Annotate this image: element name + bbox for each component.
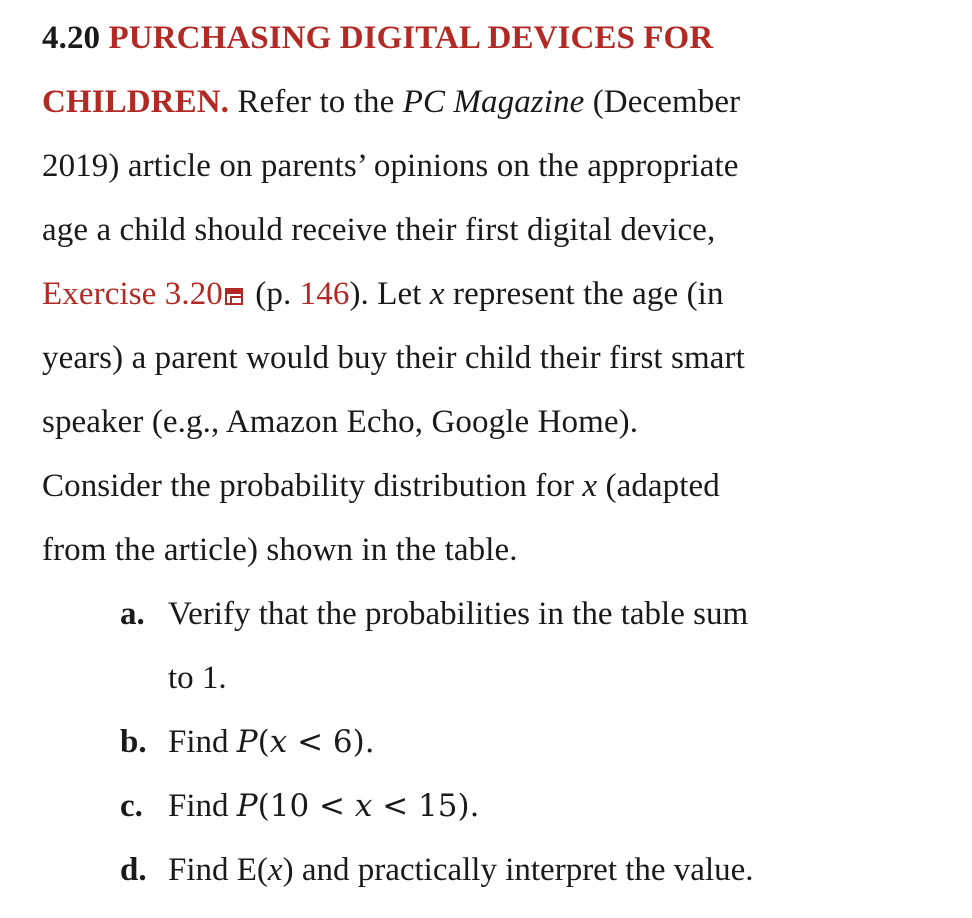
math-inequality: < 15). [372, 788, 480, 824]
part-a-label: a. [120, 596, 145, 632]
variable-x: x [267, 852, 283, 888]
math-P: P [236, 724, 258, 760]
math-x: x [269, 724, 288, 760]
variable-x: x [582, 468, 598, 504]
math-x: x [354, 788, 373, 824]
exercise-body-line-2 [42, 82, 740, 122]
part-d [120, 850, 754, 890]
part-d-text: Find E( [168, 852, 268, 888]
part-a-continuation: to 1. [168, 660, 227, 696]
math-paren: ( [257, 724, 270, 760]
exercise-body-line-5 [42, 274, 724, 314]
exercise-title-part-2: CHILDREN. [42, 84, 230, 120]
exercise-body-line-7: speaker (e.g., Amazon Echo, Google Home). [42, 404, 639, 440]
exercise-body-line-3: 2019) article on parents’ opinions on the appropriate [42, 148, 739, 184]
exercise-3-20-link[interactable]: Exercise 3.20 [42, 276, 223, 312]
part-d-text-end: ) and practically interpret the value. [282, 852, 754, 888]
body-text: Refer to the [229, 84, 403, 120]
body-text: represent the age (in [444, 276, 724, 312]
external-link-icon[interactable] [225, 288, 243, 305]
body-text: (adapted [597, 468, 720, 504]
part-c [120, 786, 479, 826]
part-c-text: Find [168, 788, 237, 824]
part-a-text: Verify that the probabilities in the table sum [168, 596, 749, 632]
part-b [120, 722, 375, 762]
part-a [120, 594, 748, 634]
body-text: (p. [246, 276, 300, 312]
exercise-body-line-9: from the article) shown in the table. [42, 532, 518, 568]
exercise-heading-line-1 [42, 18, 713, 58]
exercise-title-part-1: PURCHASING DIGITAL DEVICES FOR [108, 20, 714, 56]
exercise-body-line-6: years) a parent would buy their child their first smart [42, 340, 745, 376]
part-c-label: c. [120, 788, 143, 824]
variable-x: x [429, 276, 445, 312]
part-b-label: b. [120, 724, 147, 760]
page-146-link[interactable]: 146 [299, 276, 350, 312]
body-text: Consider the probability distribution for [42, 468, 583, 504]
part-b-text: Find [168, 724, 237, 760]
magazine-name: PC Magazine [402, 84, 585, 120]
exercise-number: 4.20 [42, 20, 101, 56]
body-text: (December [584, 84, 741, 120]
math-P: P [236, 788, 258, 824]
exercise-body-line-4: age a child should receive their first digital device, [42, 212, 716, 248]
part-d-label: d. [120, 852, 147, 888]
exercise-body-line-8 [42, 466, 720, 506]
math-open: (10 < [257, 788, 355, 824]
body-text: ). Let [349, 276, 430, 312]
math-inequality: < 6). [287, 724, 375, 760]
